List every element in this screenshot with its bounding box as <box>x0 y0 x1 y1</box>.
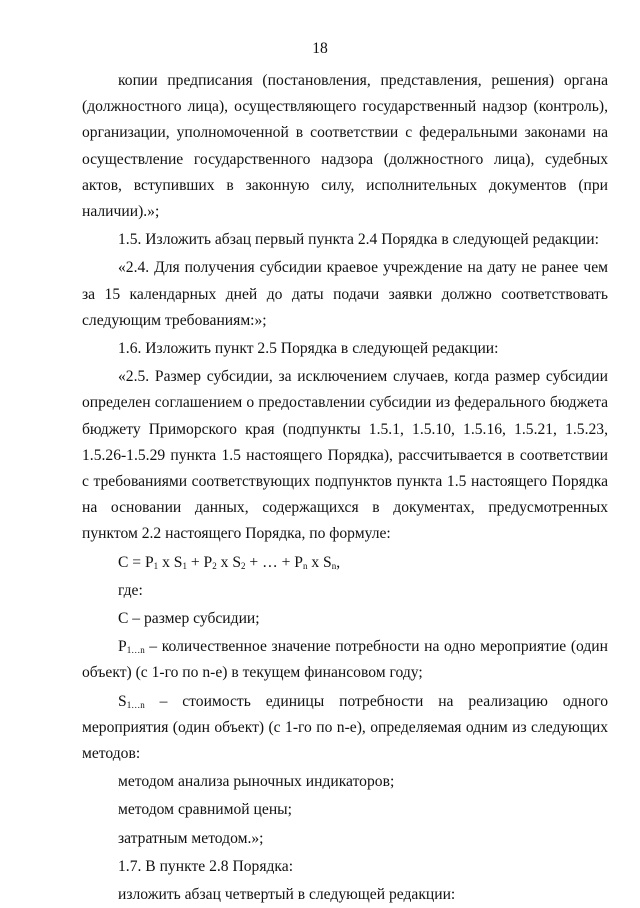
paragraph-s-definition <box>82 689 608 768</box>
paragraph-c-definition: С – размер субсидии; <box>118 610 260 628</box>
paragraph-p-definition <box>82 634 608 686</box>
document-body <box>82 68 608 908</box>
formula-part: + … + Р <box>245 553 303 571</box>
p-definition-text: – количественное значение потребности на одно мероприятие (один объект) (с 1-го по n-е) в текущем финансовом году; <box>82 638 608 682</box>
formula-part: + Р <box>186 553 213 571</box>
variable-s-subscript: 1…n <box>126 699 145 710</box>
method-market-indicators: методом анализа рыночных индикаторов; <box>118 773 395 791</box>
formula-part: С = Р <box>118 553 154 571</box>
paragraph-fourth-abzac: изложить абзац четвертый в следующей редакции: <box>118 886 456 904</box>
formula-subscript: 2 <box>212 560 217 571</box>
paragraph-1-6: 1.6. Изложить пункт 2.5 Порядка в следующей редакции: <box>118 340 499 358</box>
method-comparable-price: методом сравнимой цены; <box>118 801 292 819</box>
formula-part: х S <box>307 553 332 571</box>
paragraph-1-5: 1.5. Изложить абзац первый пункта 2.4 Порядка в следующей редакции: <box>118 231 599 249</box>
formula-subscript: n <box>331 560 337 571</box>
paragraph-attachments: копии предписания (постановления, представления, решения) органа (должностного лица), осуществляющего государственный надзор (контроль), организации, уполномоченной в соответствии с федеральными законами на осуществление государственного надзора (должностного лица), судебных актов, вступивших в законную силу, исполнительных документов (при наличии).»; <box>82 72 608 221</box>
paragraph-where: где: <box>118 581 143 599</box>
paragraph-2-4-text: «2.4. Для получения субсидии краевое учреждение на дату не ранее чем за 15 календарных дней до даты подачи заявки должно соответствовать следующим требованиям:»; <box>82 259 608 329</box>
page-number: 18 <box>312 40 328 57</box>
formula-part: х S <box>158 553 183 571</box>
formula-subscript: 1 <box>182 560 187 571</box>
variable-p-subscript: 1…n <box>126 645 145 656</box>
formula-part: х S <box>216 553 241 571</box>
paragraph-1-7: 1.7. В пункте 2.8 Порядка: <box>118 857 294 875</box>
paragraph-2-5-text: «2.5. Размер субсидии, за исключением случаев, когда размер субсидии определен соглашением о предоставлении субсидии из федерального бюджета бюджету Приморского края (подпункты 1.5.1, 1.5.10, 1.5.16, 1.5.21, 1.5.23, 1.5.26-1.5.29 пункта 1.5 настоящего Порядка), рассчитывается в соответствии с требованиями соответствующих подпунктов пункта 1.5 настоящего Порядка на основании данных, содержащихся в документах, предусмотренных пунктом 2.2 настоящего Порядка, по формуле: <box>82 368 608 543</box>
s-definition-text: – стоимость единицы потребности на реализацию одного мероприятия (один объект) (с 1-го по n-е), определяемая одним из следующих методов: <box>82 692 608 763</box>
method-cost: затратным методом.»; <box>118 829 264 847</box>
formula-subscript: 1 <box>153 560 159 571</box>
variable-s: S <box>118 692 127 710</box>
formula <box>82 550 608 576</box>
formula-subscript: 2 <box>241 560 246 571</box>
formula-subscript: n <box>302 560 308 571</box>
variable-p: Р <box>118 638 127 656</box>
formula-part: , <box>336 553 341 571</box>
